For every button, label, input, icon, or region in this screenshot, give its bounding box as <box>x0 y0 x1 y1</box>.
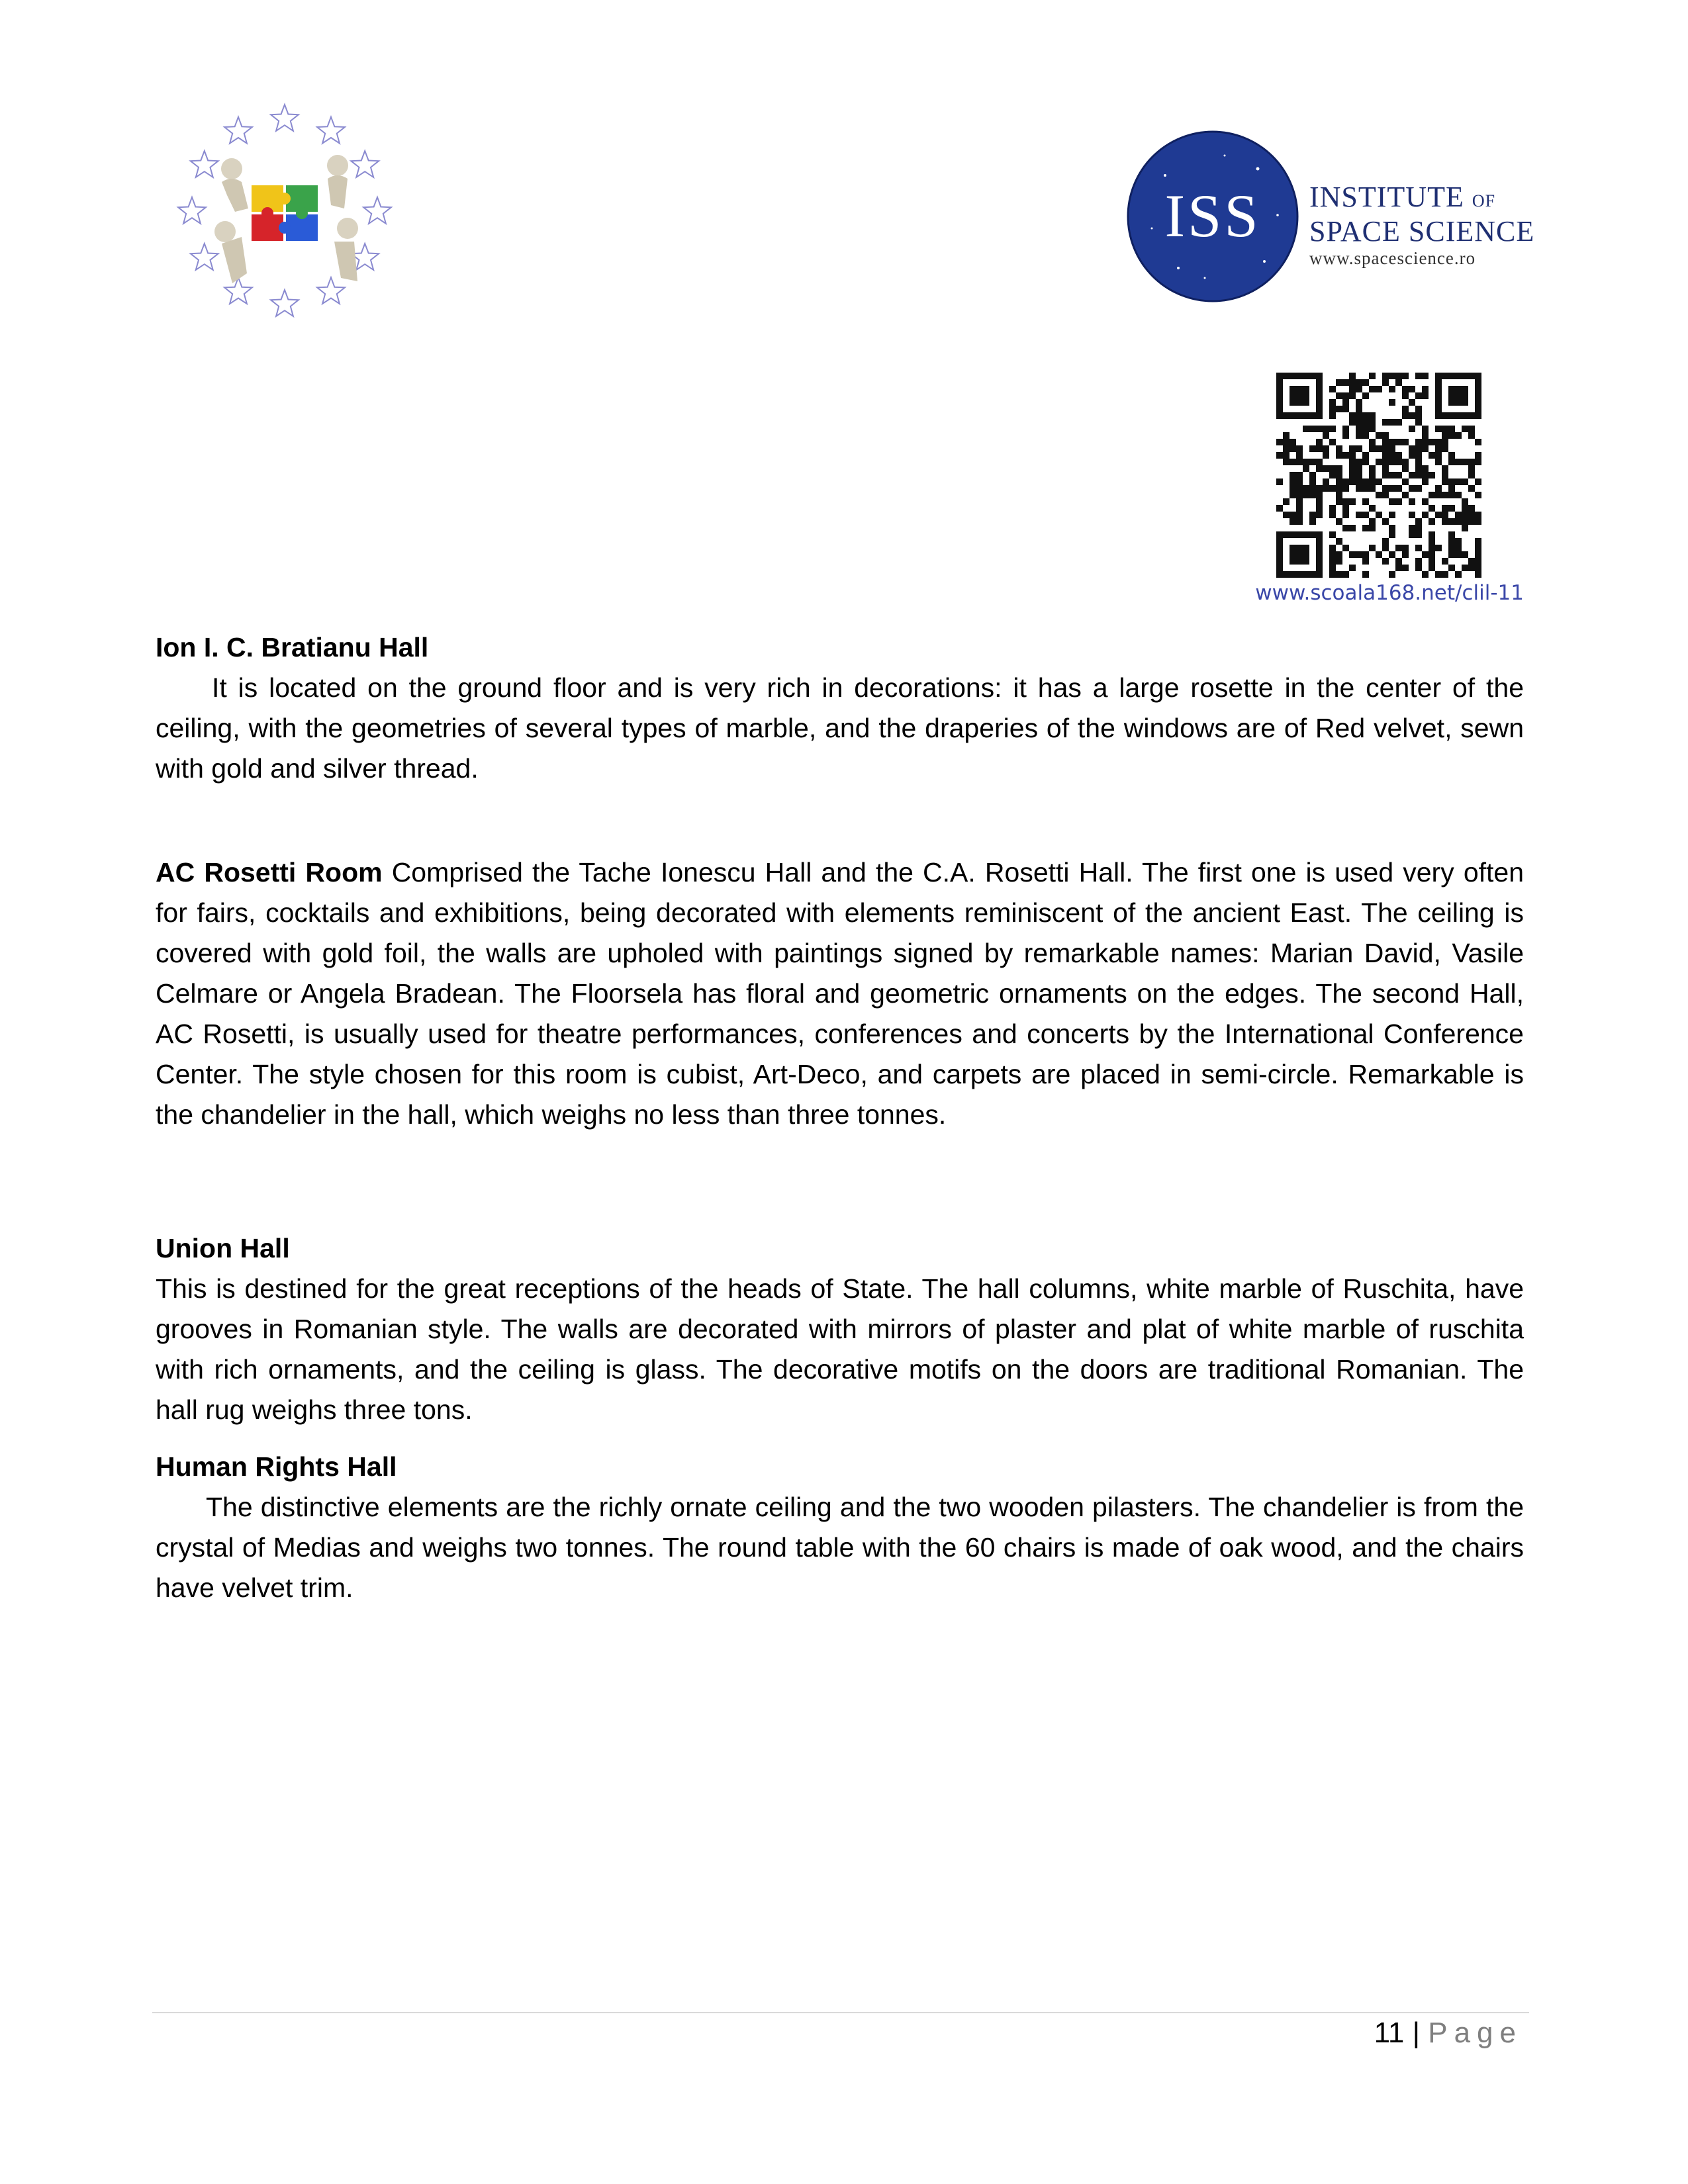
iss-line-institute <box>1309 182 1538 216</box>
section-lead-text: Comprised the Tache Ionescu Hall and the C.A. Rosetti Hall. The first one is used very often for fairs, cocktails and exhibitions, being decorated with elements reminiscent of the ancient East. The ceiling is covered with gold foil, the walls are upholed with paintings signed by remarkable names: Marian David, Vasile Celmare or Angela Bradean. The Floorsela has floral and geometric ornaments on the edges. The second Hall, AC Rosetti, is usually used for theatre performances, conferences and concerts by the International Conference Center. The style chosen for this room is cubist, Art-Deco, and carpets are placed in semi-circle. Remarkable is the chandelier in the hall, which weighs no less than three tonnes. <box>156 857 1524 1130</box>
section-union-hall <box>156 1228 1524 1430</box>
page-word: Page <box>1428 2017 1523 2049</box>
page-number-footer <box>1258 2013 1523 2053</box>
iss-line-space-science: SPACE SCIENCE <box>1309 215 1535 248</box>
section-paragraph: It is located on the ground floor and is very rich in decorations: it has a large rosette in the center of the ceiling, with the geometries of several types of marble, and the draperies of the windows are of Red velvet, sewn with gold and silver thread. <box>156 672 1524 784</box>
section-paragraph <box>156 852 1524 1135</box>
iss-website: www.spacescience.ro <box>1309 248 1476 268</box>
iss-institute-word: INSTITUTE <box>1309 181 1464 213</box>
section-heading: Ion I. C. Bratianu Hall <box>156 632 429 662</box>
section-paragraph: This is destined for the great receptions of the heads of State. The hall columns, white marble of Ruschita, have grooves in Romanian style. The walls are decorated with mirrors of plaster and plat of white marble of ruschita with rich ornaments, and the ceiling is glass. The decorative motifs on the doors are traditional Romanian. The hall rug weighs three tons. <box>156 1273 1524 1425</box>
qr-code-icon <box>1276 373 1481 578</box>
star-ring-icon <box>178 105 391 316</box>
puzzle-figures-icon <box>214 155 358 283</box>
section-heading: Human Rights Hall <box>156 1451 397 1482</box>
section-bratianu-hall <box>156 627 1524 789</box>
section-heading: Union Hall <box>156 1233 290 1263</box>
page-number: 11 <box>1374 2017 1405 2049</box>
section-paragraph: The distinctive elements are the richly ornate ceiling and the two wooden pilasters. The chandelier is from the crystal of Medias and weighs two tonnes. The round table with the 60 chairs is made of oak wood, and the chairs have velvet trim. <box>156 1492 1524 1603</box>
iss-circle-text: ISS <box>1164 182 1261 250</box>
iss-wordmark <box>1309 182 1538 269</box>
section-rosetti-room <box>156 852 1524 1135</box>
section-lead-heading: AC Rosetti Room <box>156 857 383 887</box>
qr-caption-link[interactable]: www.scoala168.net/clil-11 <box>1255 581 1524 605</box>
iss-of-word: OF <box>1472 191 1496 210</box>
iss-logo <box>1125 129 1536 308</box>
page-separator: | <box>1412 2017 1420 2049</box>
eu-partnership-logo <box>169 93 400 331</box>
section-human-rights-hall <box>156 1447 1524 1608</box>
iss-circle-icon <box>1125 129 1301 304</box>
